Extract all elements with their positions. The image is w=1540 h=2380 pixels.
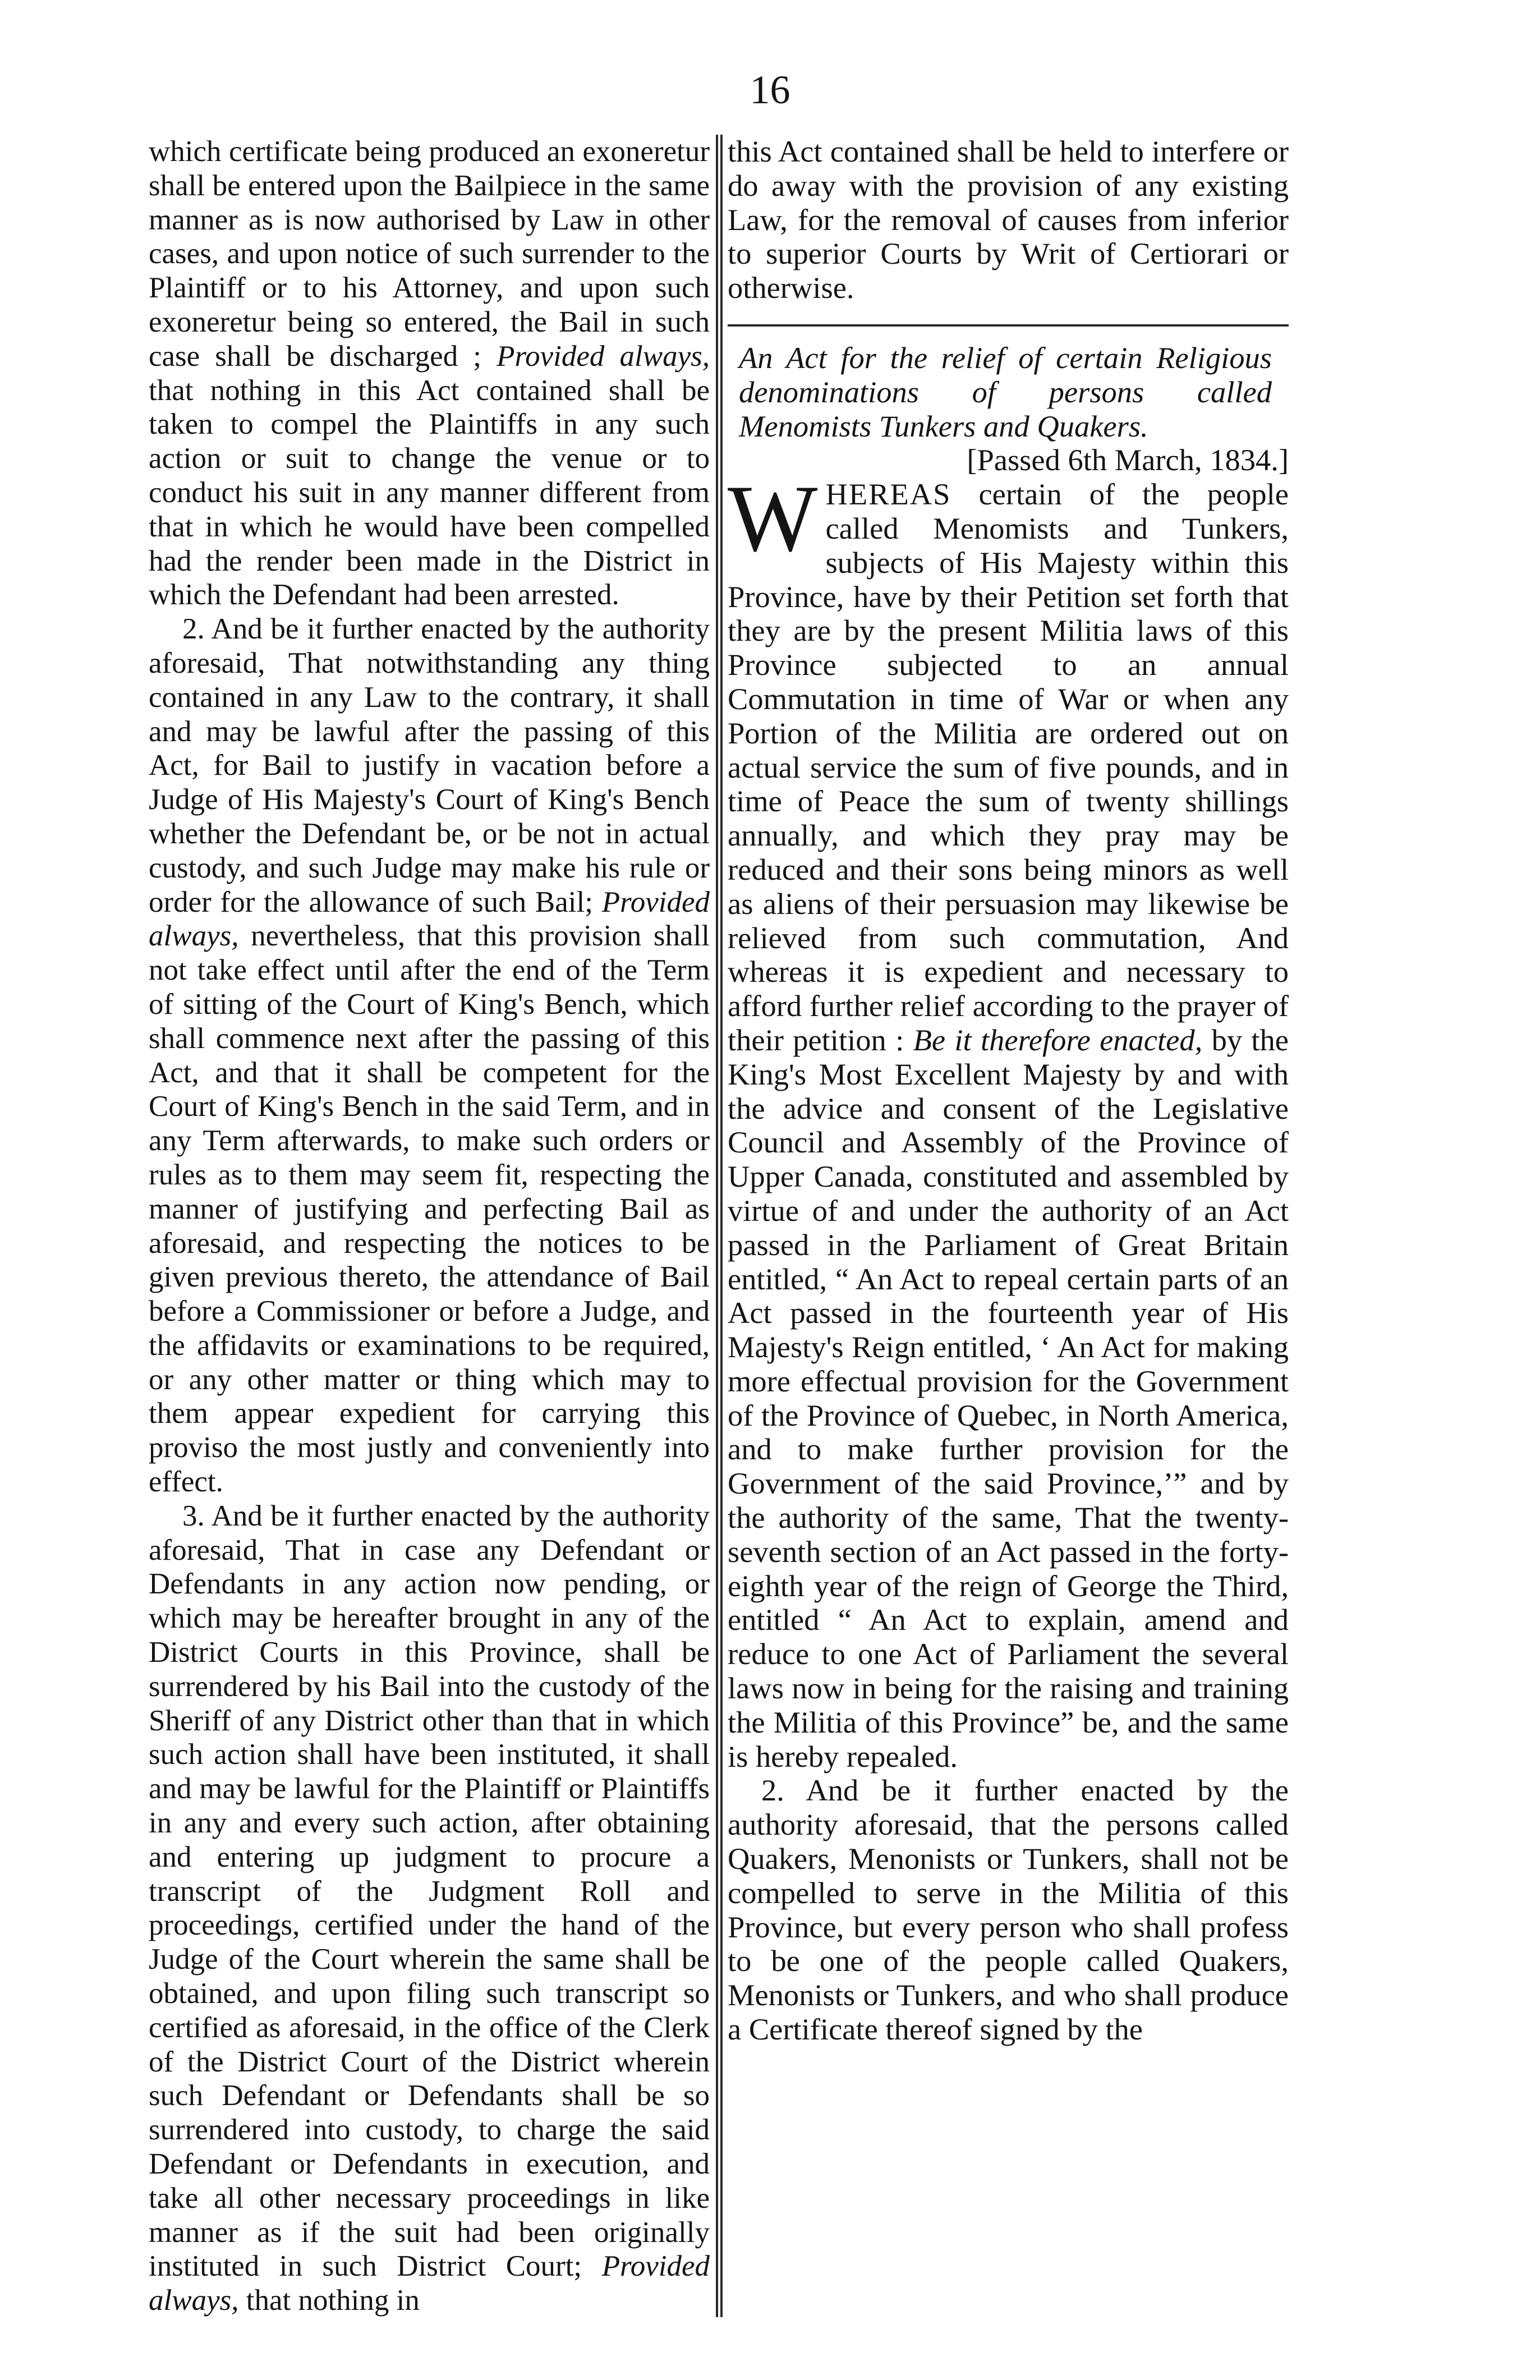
page-number: 16 [750,67,790,112]
right-column [728,135,1289,2047]
left-paragraph-1 [149,135,710,612]
enacting-clause: Be it therefore enacted, [913,1022,1203,1057]
whereas-caps: HEREAS [825,477,951,512]
passed-date: [Passed 6th March, 1834.] [967,443,1289,477]
left-column [149,135,710,2318]
column-divider-left-rule [716,135,718,2317]
right-paragraph-3: 2. And be it further enacted by the authority aforesaid, that the persons called Quakers, Menonists or Tunkers, shall not be compelled to serve in the Militia of this Province, but every person who shall profess to be one of the people called Quakers, Menonists or Tunkers, and who shall produce a Certificate thereof signed by the [728,1773,1289,2047]
left-para2-proviso: Provided always, [149,885,710,953]
left-para1-text-a: which certificate being produced an exoneretur shall be entered upon the Bailpiece in the same manner as is now authorised by Law in other cases, and upon notice of such surrender to the Plaintiff or to his Attorney, and upon such exoneretur being so entered, the Bail in such case shall be discharged ; [149,135,710,373]
right-paragraph-1: this Act contained shall be held to interfere or do away with the provision of any existing Law, for the removal of causes from inferior to superior Courts by Writ of Certiorari or otherwise. [728,134,1289,305]
act-title: An Act for the relief of certain Religious denominations of persons called Menomists Tunkers and Quakers. [739,340,1272,443]
left-para3-text-a: 3. And be it further enacted by the authority aforesaid, That in case any Defendant or Defendants in any action now pending, or which may be hereafter brought in any of the District Courts in this Province, shall be surrendered by his Bail into the custody of the Sheriff of any District other than that in which such action shall have been instituted, it shall and may be lawful for the Plaintiff or Plaintiffs in any and every such action, after obtaining and entering up judgment to procure a transcript of the Judgment Roll and proceedings, certified under the hand of the Judge of the Court wherein the same shall be obtained, and upon filing such transcript so certified as aforesaid, in the office of the Clerk of the District Court of the District wherein such Defendant or Defendants shall be so surrendered into custody, to charge the said Defendant or Defendants in execution, and take all other necessary proceedings in like manner as if the suit had been originally instituted in such District Court; [149,1499,710,2283]
right-para2-text-a: certain of the people called Menomists and Tunkers, subjects of His Majesty within this Province, have by their Petition set forth that they are by the present Militia laws of this Province subjected to an annual Commutation in time of War or when any Portion of the Militia are ordered out on actual service the sum of five pounds, and in time of Peace the sum of twenty shillings annually, and which they pray may be reduced and their sons being minors as well as aliens of their persuasion may likewise be relieved from such commutation, And whereas it is expedient and necessary to afford further relief according to the prayer of their petition : [728,477,1289,1057]
right-para2-text-b: by the King's Most Excellent Majesty by and with the advice and consent of the Legislative Council and Assembly of the Province of Upper Canada, constituted and assembled by virtue of and under the authority of an Act passed in the Parliament of Great Britain entitled, “ An Act to repeal certain parts of an Act passed in the fourteenth year of His Majesty's Reign entitled, ‘ An Act for making more effectual provision for the Government of the Province of Quebec, in North America, and to make further provision for the Government of the said Province,’” and by the authority of the same, That the twenty-seventh section of an Act passed in the forty-eighth year of the reign of George the Third, entitled “ An Act to explain, amend and reduce to one Act of Parliament the several laws now in being for the raising and training the Militia of this Province” be, and the same is hereby repealed. [728,1022,1289,1773]
left-paragraph-3 [149,1499,710,2318]
left-para3-proviso: Provided always, [149,2250,710,2317]
column-divider-right-rule [720,135,723,2317]
left-para2-text-a: 2. And be it further enacted by the authority aforesaid, That notwithstanding any thing contained in any Law to the contrary, it shall and may be lawful after the passing of this Act, for Bail to justify in vacation before a Judge of His Majesty's Court of King's Bench whether the Defendant be, or be not in actual custody, and such Judge may make his rule or order for the allowance of such Bail; [149,613,710,918]
left-paragraph-2 [149,612,710,1499]
right-paragraph-2 [728,466,1289,1773]
left-para1-proviso: Provided always, [497,339,710,373]
left-para2-text-b: nevertheless, that this provision shall not take effect until after the end of the Term of sitting of the Court of King's Bench, which shall commence next after the passing of this Act, and that it shall be competent for the Court of King's Bench in the said Term, and in any Term afterwards, to make such orders or rules as to them may seem fit, respecting the manner of justifying and perfecting Bail as aforesaid, and respecting the notices to be given previous thereto, the attendance of Bail before a Commissioner or before a Judge, and the affidavits or examinations to be required, or any other matter or thing which may to them appear expedient for carrying this proviso the most justly and conveniently into effect. [149,920,710,1499]
left-para1-text-b: that nothing in this Act contained shall be taken to compel the Plaintiffs in any such action or suit to change the venue or to conduct his suit in any manner different from that in which he would have been compelled had the render been made in the District in which the Defendant had been arrested. [149,374,710,612]
left-para3-text-b: that nothing in [238,2284,420,2317]
section-divider-rule [728,324,1289,327]
drop-capital: W [728,466,818,572]
